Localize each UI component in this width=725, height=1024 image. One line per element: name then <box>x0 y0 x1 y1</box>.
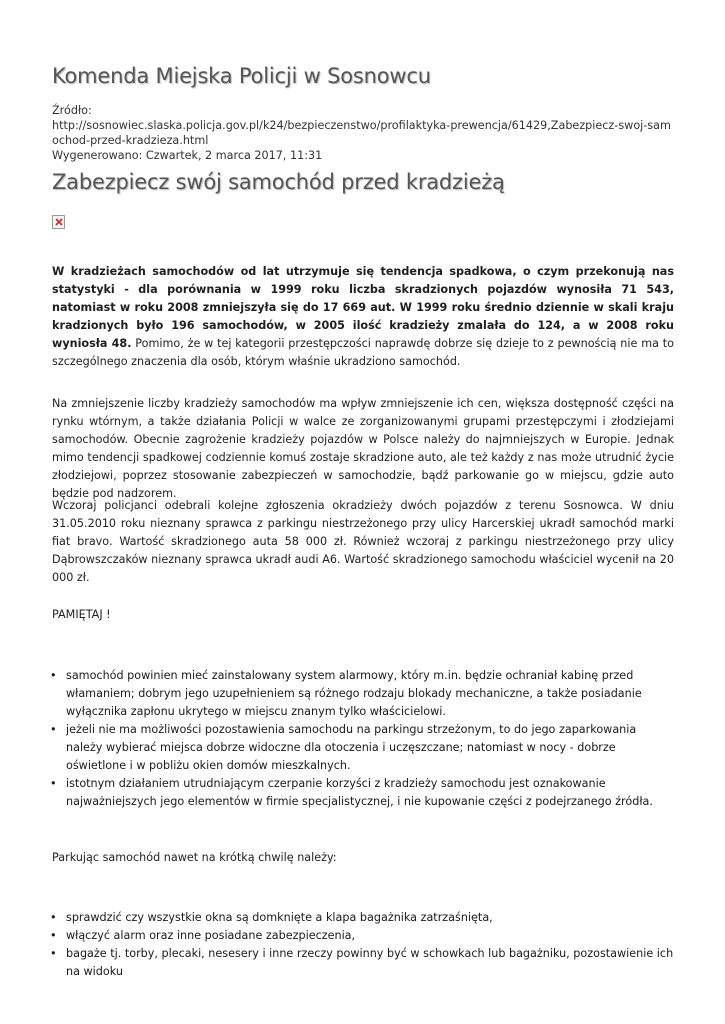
list-item <box>50 909 674 927</box>
bullet-icon: • <box>50 669 57 682</box>
parking-steps-list <box>50 909 674 981</box>
bullet-icon: • <box>50 777 57 790</box>
source-url[interactable]: http://sosnowiec.slaska.policja.gov.pl/k24/bezpieczenstwo/profilaktyka-prewencja/61429,Zabezpiecz-swoj-samochod-przed-kradzieza.html <box>52 119 671 147</box>
source-label: Źródło: <box>52 104 92 117</box>
bullet-icon: • <box>50 911 57 924</box>
step-text: sprawdzić czy wszystkie okna są domknięte a klapa bagażnika zatrzaśnięta, <box>66 911 493 924</box>
tip-text: istotnym działaniem utrudniającym czerpanie korzyści z kradzieży samochodu jest oznakowanie najważniejszych jego elementów w firmie specjalistycznej, i nie kupowanie części z podejrzanego źródła. <box>66 777 653 808</box>
paragraph-2: Na zmniejszenie liczby kradzieży samochodów ma wpływ zmniejszenie ich cen, większa dostępność części na rynku wtórnym, a także działania Policji w walce ze zorganizowanymi grupami przestępczymi i złodziejami samochodów. Obecnie zagrożenie kradzieży pojazdów w Polsce należy do najmniejszych w Europie. Jednak mimo tendencji spadkowej codziennie komuś zostaje skradzione auto, ale też każdy z nas może utrudnić życie złodziejowi, poprzez stosowanie zabezpieczeń w samochodzie, bądź parkowanie go w miejscu, gdzie auto będzie pod nadzorem. <box>52 397 674 500</box>
bullet-icon: • <box>50 723 57 736</box>
article-title: Zabezpiecz swój samochód przed kradzieżą <box>52 170 505 194</box>
tip-text: jeżeli nie ma możliwości pozostawienia samochodu na parkingu strzeżonym, to do jego zaparkowania należy wybierać miejsca dobrze widoczne dla otoczenia i uczęszczane; natomiast w nocy - dobrze oświetlone i w pobliżu okien domów mieszkalnych. <box>66 723 637 772</box>
tip-text: samochód powinien mieć zainstalowany system alarmowy, który m.in. będzie ochraniał kabinę przed włamaniem; dobrym jego uzupełnieniem są różnego rodzaju blokady mechaniczne, a także posiadanie wyłącznika zapłonu ukrytego w miejscu znanym tylko właścicielowi. <box>66 669 642 718</box>
lead-paragraph <box>52 263 674 371</box>
broken-image-icon <box>52 215 65 229</box>
list-item <box>50 721 674 775</box>
generated-timestamp: Wygenerowano: Czwartek, 2 marca 2017, 11:31 <box>52 149 323 162</box>
step-text: włączyć alarm oraz inne posiadane zabezpieczenia, <box>66 929 356 942</box>
list-item <box>50 927 674 945</box>
source-info <box>52 103 674 163</box>
site-title: Komenda Miejska Policji w Sosnowcu <box>52 64 431 88</box>
lead-bold-text: W kradzieżach samochodów od lat utrzymuje się tendencja spadkowa, o czym przekonują nas statystyki - dla porównania w 1999 roku liczba skradzionych pojazdów wynosiła 71 543, natomiast w roku 2008 zmniejszyła się do 17 669 aut. W 1999 roku średnio dziennie w skali kraju kradzionych było 196 samochodów, w 2005 ilość kradzieży zmalała do 124, a w 2008 roku wyniosła 48. <box>52 265 674 350</box>
list-item <box>50 945 674 981</box>
list-item <box>50 775 674 811</box>
paragraph-3: Wczoraj policjanci odebrali kolejne zgłoszenia okradzieży dwóch pojazdów z terenu Sosnowca. W dniu 31.05.2010 roku nieznany sprawca z parkingu niestrzeżonego przy ulicy Harcerskiej ukradł samochód marki fiat bravo. Wartość skradzionego auta 58 000 zł. Również wczoraj z parkingu niestrzeżonego przy ulicy Dąbrowszczaków nieznany sprawca ukradł audi A6. Wartość skradzionego samochodu właściciel wycenił na 20 000 zł. <box>52 499 674 584</box>
tips-list <box>50 667 674 811</box>
bullet-icon: • <box>50 947 57 960</box>
list-item <box>50 667 674 721</box>
step-text: bagaże tj. torby, plecaki, nesesery i inne rzeczy powinny być w schowkach lub bagażniku, pozostawienie ich na widoku <box>66 947 674 978</box>
remember-heading: PAMIĘTAJ ! <box>52 608 111 621</box>
parking-intro: Parkując samochód nawet na krótką chwilę należy: <box>52 851 337 864</box>
lead-rest-text: Pomimo, że w tej kategorii przestępczości naprawdę dobrze się dzieje to z pewnością nie ma to szczególnego znaczenia dla osób, którym właśnie ukradziono samochód. <box>52 337 674 368</box>
bullet-icon: • <box>50 929 57 942</box>
